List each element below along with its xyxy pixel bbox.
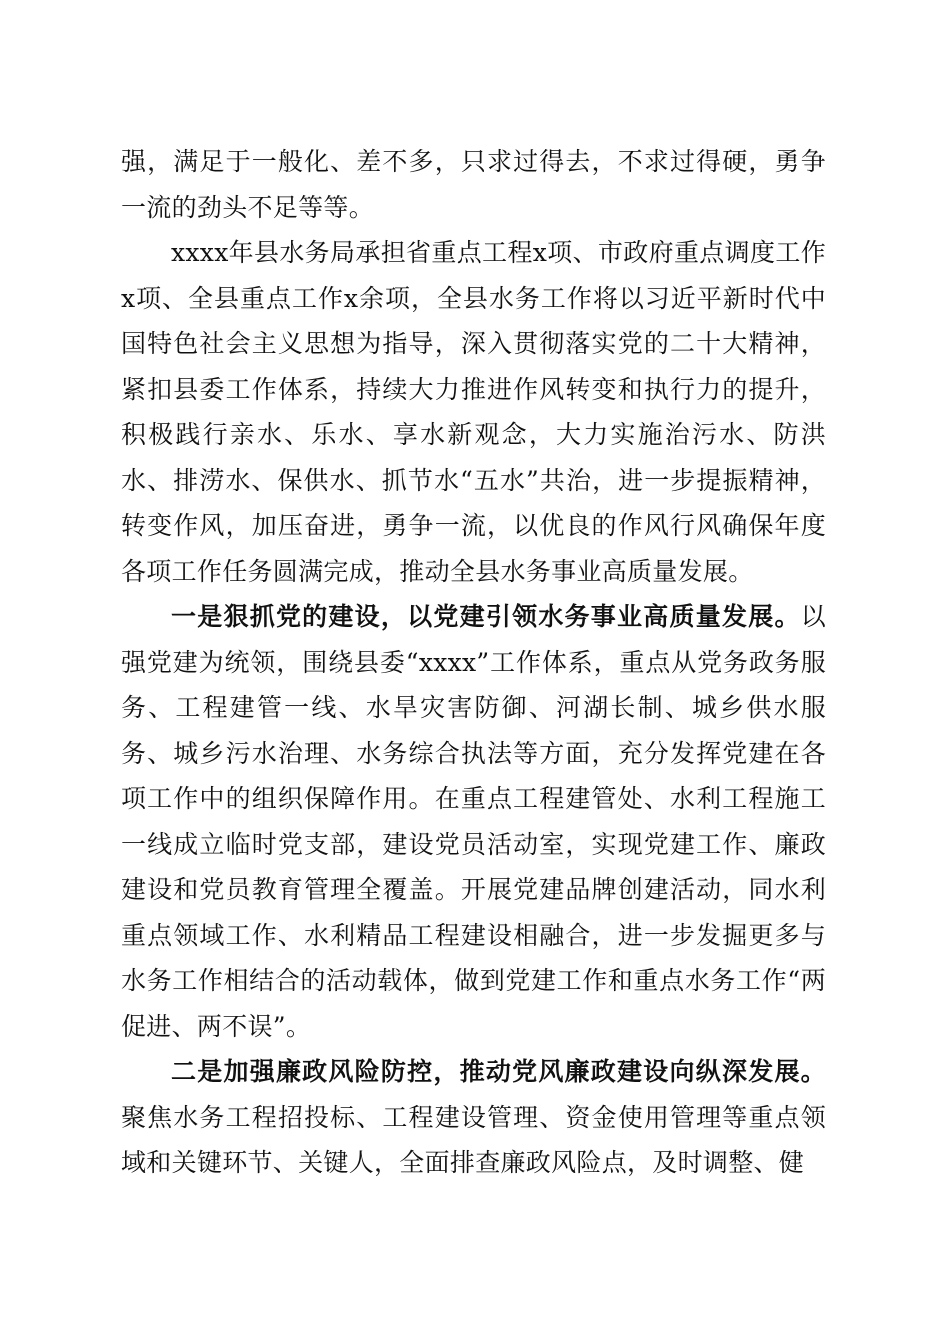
paragraph-text: 以强党建为统领，围绕县委“xxxx”工作体系，重点从党务政务服务、工程建管一线、水旱灾害防御、河湖长制、城乡供水服务、城乡污水治理、水务综合执法等方面，充分发挥党建在各项工作中的组织保障作用。在重点工程建管处、水利工程施工一线成立临时党支部，建设党员活动室，实现党建工作、廉政建设和党员教育管理全覆盖。开展党建品牌创建活动，同水利重点领域工作、水利精品工程建设相融合，进一步发掘更多与水务工作相结合的活动载体，做到党建工作和重点水务工作“两促进、两不误”。	[121, 602, 826, 1041]
document-body	[121, 139, 826, 1186]
paragraph-overview	[121, 230, 826, 594]
paragraph-continuation	[121, 139, 826, 230]
paragraph-text: xxxx年县水务局承担省重点工程x项、市政府重点调度工作x项、全县重点工作x余项，全县水务工作将以习近平新时代中国特色社会主义思想为指导，深入贯彻落实党的二十大精神，紧扣县委工作体系，持续大力推进作风转变和执行力的提升，积极践行亲水、乐水、享水新观念，大力实施治污水、防洪水、排涝水、保供水、抓节水“五水”共治，进一步提振精神，转变作风，加压奋进，勇争一流，以优良的作风行风确保年度各项工作任务圆满完成，推动全县水务事业高质量发展。	[121, 238, 826, 586]
paragraph-party-building	[121, 594, 826, 1049]
paragraph-text: 聚焦水务工程招投标、工程建设管理、资金使用管理等重点领域和关键环节、关键人，全面排查廉政风险点，及时调整、健	[121, 1102, 826, 1177]
paragraph-integrity-risk	[121, 1049, 826, 1186]
paragraph-text: 强，满足于一般化、差不多，只求过得去，不求过得硬，勇争一流的劲头不足等等。	[121, 147, 826, 222]
paragraph-heading: 一是狠抓党的建设，以党建引领水务事业高质量发展。	[171, 602, 801, 631]
paragraph-heading: 二是加强廉政风险防控，推动党风廉政建设向纵深发展。	[171, 1057, 826, 1086]
